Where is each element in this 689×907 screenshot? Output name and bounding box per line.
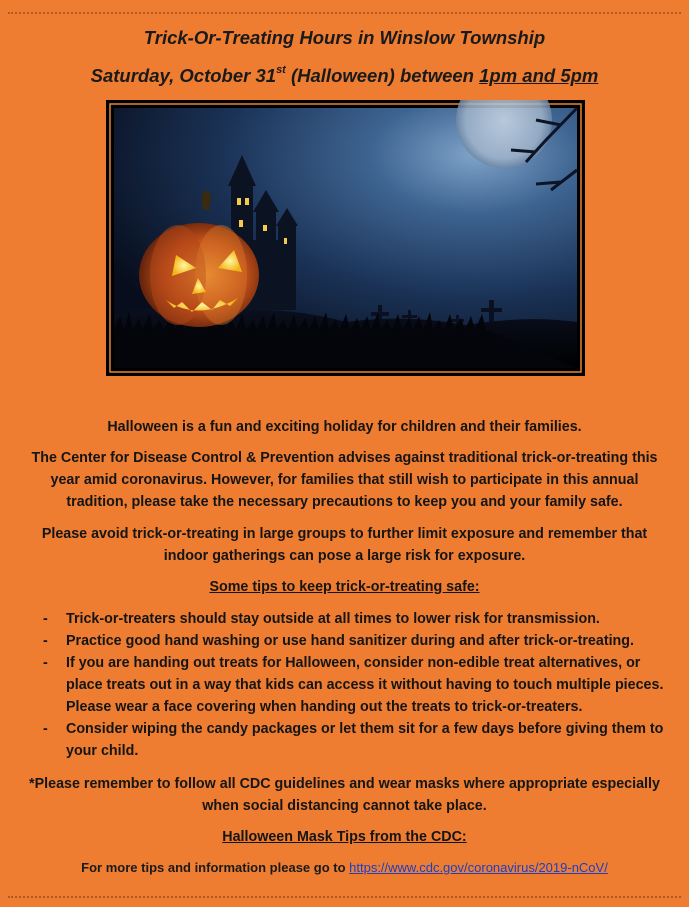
list-item xyxy=(40,608,667,630)
halloween-scene-image xyxy=(106,100,585,376)
bullet-dash: - xyxy=(43,611,48,627)
tips-heading: Some tips to keep trick-or-treating safe: xyxy=(209,579,480,595)
date-prefix: Saturday, October 31 xyxy=(90,65,277,86)
list-item xyxy=(40,630,667,652)
tip-text: Consider wiping the candy packages or let them sit for a few days before giving them to your child. xyxy=(66,721,664,759)
halloween-image-frame xyxy=(106,100,585,376)
cdc-advisory-paragraph: The Center for Disease Control & Prevention advises against traditional trick-or-treating this year amid coronavirus. However, for families that still wish to participate in this annual tradition, please take the necessary precautions to keep you and your family safe. xyxy=(31,450,658,510)
event-date-line xyxy=(0,65,689,87)
date-suffix: st xyxy=(276,63,286,76)
tip-text: Practice good hand washing or use hand sanitizer during and after trick-or-treating. xyxy=(66,633,634,649)
event-hours: 1pm and 5pm xyxy=(479,65,599,86)
list-item xyxy=(40,718,667,762)
bullet-dash: - xyxy=(43,633,48,649)
list-item xyxy=(40,652,667,718)
footer-text: For more tips and information please go to xyxy=(81,860,350,875)
bottom-dotted-border xyxy=(8,896,681,898)
tips-list xyxy=(40,608,667,762)
mask-tips-heading: Halloween Mask Tips from the CDC: xyxy=(222,829,467,845)
cdc-link[interactable]: https://www.cdc.gov/coronavirus/2019-nCoV/ xyxy=(349,860,608,875)
tip-text: If you are handing out treats for Halloween, consider non-edible treat alternatives, or place treats out in a way that kids can access it without having to touch multiple pieces. Please wear a face covering when handing out the treats to trick-or-treaters. xyxy=(66,655,664,715)
date-middle: (Halloween) between xyxy=(285,65,480,86)
page-title: Trick-Or-Treating Hours in Winslow Township xyxy=(143,27,546,48)
bullet-dash: - xyxy=(43,721,48,737)
bullet-dash: - xyxy=(43,655,48,671)
tip-text: Trick-or-treaters should stay outside at all times to lower risk for transmission. xyxy=(66,611,600,627)
cdc-guidelines-note: *Please remember to follow all CDC guidelines and wear masks where appropriate especially when social distancing cannot take place. xyxy=(29,776,660,814)
footer-line xyxy=(0,857,689,879)
group-warning-paragraph: Please avoid trick-or-treating in large groups to further limit exposure and remember that indoor gatherings can pose a large risk for exposure. xyxy=(41,526,648,564)
intro-paragraph: Halloween is a fun and exciting holiday for children and their families. xyxy=(107,419,582,435)
top-dotted-border xyxy=(8,12,681,14)
